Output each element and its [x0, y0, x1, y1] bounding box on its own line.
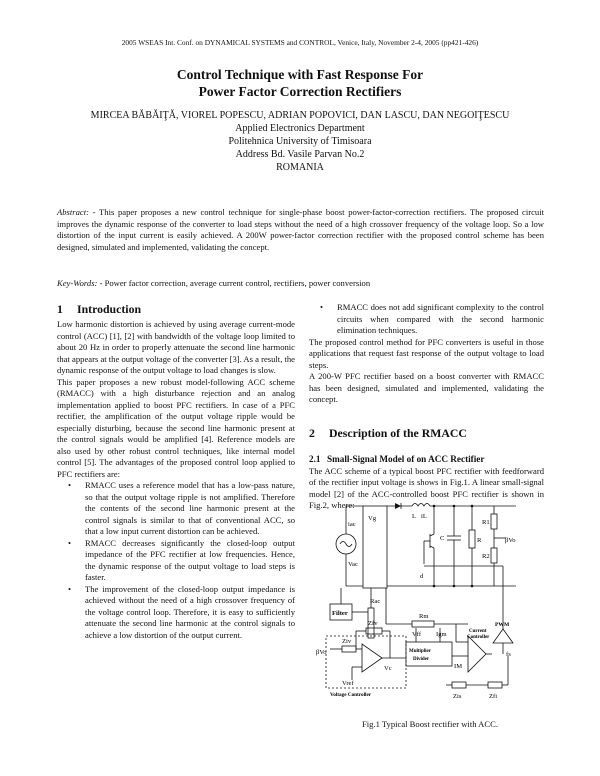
- keywords-label: Key-Words:: [57, 278, 98, 288]
- label-vc: Vc: [384, 665, 392, 672]
- voltage-controller-amp: [362, 644, 382, 672]
- intro-paragraph-2: This paper proposes a new robust model-following ACC scheme (RMACC) with a high disturbance rejection and an analog implementation applied to boost PFC rectifiers. In case of a PFC rectifier, the amplification of the output voltage ripple would be especially disturbing, because the second line harmonic present at the control signals would be amplified [4]. Reference models are also used by other robust control techniques, like internal model control [5]. The advantages of the proposed control loop applied to PFC rectifiers are:: [57, 376, 295, 479]
- intro-paragraph-3: The proposed control method for PFC converters is useful in those applications that request fast response of the output voltage to load steps.: [309, 336, 544, 370]
- label-zis: Zis: [453, 693, 462, 700]
- section-2-heading: 2 Description of the RMACC: [309, 425, 467, 440]
- diode-symbol: [395, 503, 401, 509]
- label-im: IM: [454, 663, 463, 670]
- subsection-2-1-heading: 2.1 Small-Signal Model of on ACC Rectifier: [309, 453, 485, 464]
- label-il: iL: [421, 513, 427, 520]
- figure-1-circuit: [316, 496, 544, 714]
- abstract-label: Abstract:: [57, 207, 89, 217]
- list-item: • RMACC does not add significant complexity to the control circuits when compared with the second harmonic elimination techniques.: [320, 302, 544, 335]
- label-controller: Controller: [467, 635, 490, 640]
- paper-title: [0, 66, 600, 100]
- title-line-1: Control Technique with Fast Response For: [176, 67, 424, 82]
- label-vg: Vg: [368, 515, 377, 522]
- label-ziv: Ziv: [342, 638, 352, 645]
- section-2-paragraph-1: The ACC scheme of a typical boost PFC rectifier with feedforward of the rectifier input voltage is shows in Fig.1. A linear small-signal model [2] of the ACC-controlled boost PFC rectifier is shown in Fig.2, where:: [309, 465, 544, 510]
- keywords-text: - Power factor correction, average current control, rectifiers, power conversion: [97, 278, 371, 288]
- label-iac: iac: [348, 521, 356, 528]
- inductor-symbol: [412, 504, 430, 507]
- label-l: L: [412, 513, 417, 520]
- left-column: [57, 302, 295, 641]
- intro-paragraph-4: A 200-W PFC rectifier based on a boost converter with RMACC has been designed, simulated and implemented, validating the concept.: [309, 371, 544, 404]
- affiliation-university: Politehnica University of Timisoara: [228, 136, 372, 147]
- author-list: MIRCEA BĂBĂIŢĂ, VIOREL POPESCU, ADRIAN POPOVICI, DAN LASCU, DAN NEGOIŢESCU: [90, 110, 510, 121]
- label-igm: Igm: [436, 631, 447, 638]
- list-item: • RMACC decreases significantly the closed-loop output impedance of the PFC rectifier at low frequencies. Hence, the dynamic response of the output voltage to load steps is faster.: [68, 537, 295, 582]
- figure-1-caption: Fig.1 Typical Boost rectifier with ACC.: [361, 719, 498, 729]
- label-zfi: Zfi: [489, 693, 498, 700]
- label-r1: R1: [482, 519, 490, 526]
- label-divider: Divider: [413, 657, 430, 662]
- label-d: d: [420, 573, 424, 580]
- label-bvo-out: βVo: [505, 537, 516, 544]
- current-controller-amp: [468, 636, 486, 672]
- label-filter: Filter: [332, 610, 348, 617]
- voltage-controller-frame: [326, 636, 406, 688]
- section-1-heading: 1 Introduction: [57, 302, 142, 316]
- label-current: Current: [469, 629, 487, 634]
- abstract-text: - This paper proposes a new control technique for single-phase boost power-factor-correction rectifiers. The proposed circuit improves the dynamic response of the converter to load steps without the need of a high crossover frequency of the voltage loop. So a low distortion of the input current is easily achieved. A 200W power-factor correction rectifier with the proposed control scheme has been designed, simulated and implemented, validating the concept.: [57, 207, 544, 252]
- conference-header: 2005 WSEAS Int. Conf. on DYNAMICAL SYSTEMS and CONTROL, Venice, Italy, November 2-4, 2005 (pp421-426): [121, 38, 479, 47]
- label-vac: Vac: [348, 561, 358, 568]
- label-c: C: [440, 535, 445, 542]
- label-pwm: PWM: [495, 622, 510, 628]
- intro-paragraph-1: Low harmonic distortion is achieved by using average current-mode control (ACC) [1], [2] with bandwidth of the voltage loop limited to about 20 Hz in order to properly attenuate the second line harmonic that appears at the output voltage of the converter [3]. As a result, the dynamic response of the output voltage to load changes is slow.: [57, 319, 295, 375]
- title-line-2: Power Factor Correction Rectifiers: [198, 84, 402, 99]
- label-vref: Vref: [342, 680, 354, 687]
- label-fs: fs: [506, 651, 511, 658]
- affiliation-address: Address Bd. Vasile Parvan No.2: [235, 149, 365, 160]
- label-r2: R2: [482, 553, 490, 560]
- label-voltage-controller: Voltage Controller: [330, 692, 372, 698]
- abstract: [57, 207, 544, 253]
- multiplier-divider-box: [406, 642, 452, 666]
- label-zfv: Zfv: [368, 620, 378, 627]
- label-vff: Vff: [412, 631, 422, 638]
- label-multiplier: Multiplier: [409, 649, 431, 654]
- pwm-comparator: [493, 629, 513, 643]
- affiliation-department: Applied Electronics Department: [235, 123, 365, 134]
- list-item: • The improvement of the closed-loop output impedance is achieved without the need of a high crossover frequency of the voltage control loop. Therefore, it is easy to sufficiently attenuate the second line harmonic at the control signals to achieve a low distortion of the output current.: [68, 583, 295, 640]
- label-bvo-in: βVo: [316, 649, 327, 656]
- advantages-list: [57, 480, 295, 641]
- keywords: [57, 278, 544, 290]
- label-rac: Rac: [370, 598, 381, 605]
- list-item: • RMACC uses a reference model that has a low-pass nature, so that the output voltage ripple is not amplified. Therefore the contents of the second line harmonic present at the control signals is similar to that of conventional ACC, so that a low input current distortion can be achieved.: [68, 480, 295, 536]
- right-column: [309, 302, 544, 512]
- affiliation-country: ROMANIA: [276, 162, 324, 173]
- advantages-list-continued: [309, 302, 544, 337]
- label-r: R: [477, 537, 482, 544]
- label-rm: Rm: [419, 613, 429, 620]
